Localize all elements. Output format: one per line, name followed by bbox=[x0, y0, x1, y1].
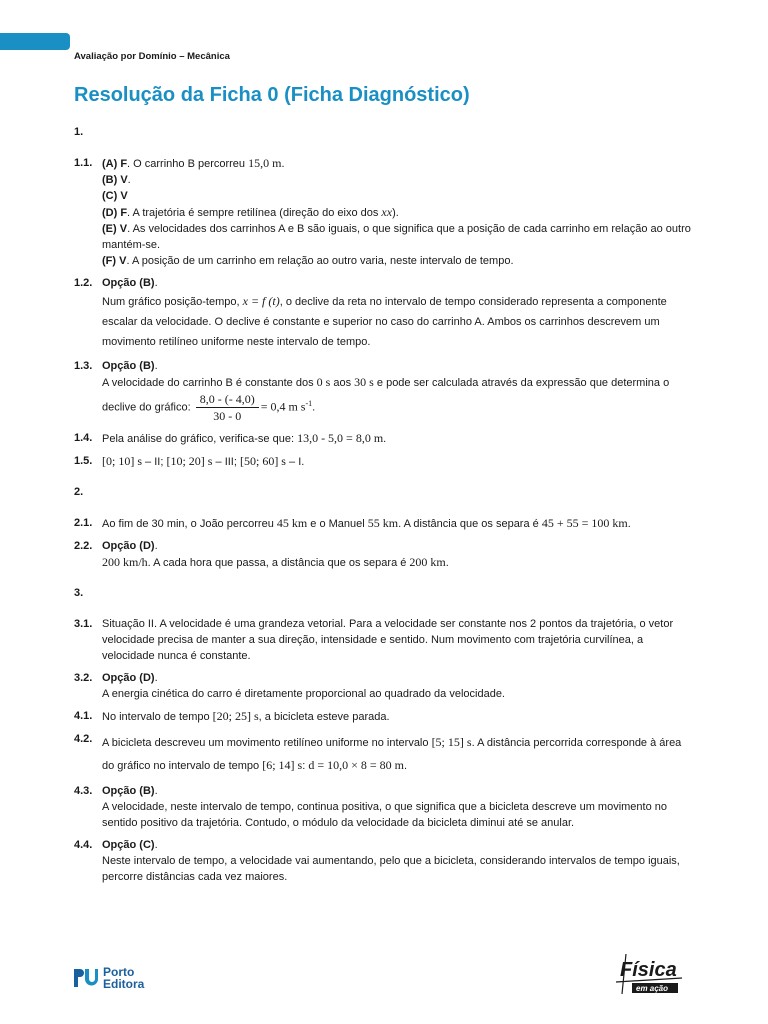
item-text: . A trajetória é sempre retilínea (direção do eixo dos bbox=[127, 207, 382, 219]
text: , o declive da reta no intervalo de tempo considerado representa a componente escalar da velocidade. O declive é constante e superior no caso do carrinho A. Ambos os carrinhos descrevem um movimento retilíneo uniforme neste intervalo de tempo. bbox=[102, 296, 667, 348]
punct: . bbox=[154, 360, 158, 372]
section-3-heading: 3. bbox=[74, 587, 84, 599]
math-expression: d = 10,0 × 8 = 80 m bbox=[308, 758, 404, 772]
answer-number: 4.1. bbox=[74, 710, 93, 722]
math-interval: [20; 25] s bbox=[212, 709, 259, 723]
math-interval: [0; 10] s bbox=[102, 454, 142, 468]
answer-number: 1.4. bbox=[74, 432, 93, 444]
math-expression: 45 + 55 = 100 km bbox=[541, 516, 628, 530]
math-value: 0 s bbox=[316, 375, 331, 389]
option-label: Opção (B) bbox=[102, 360, 155, 372]
math-expression: x = f (t) bbox=[242, 294, 280, 308]
text: , a bicicleta esteve parada. bbox=[258, 711, 390, 723]
option-label: Opção (D) bbox=[102, 672, 155, 684]
logo-text-em-acao: em ação bbox=[636, 984, 669, 993]
text: e pode ser calculada através da expressão que determina o declive do gráfico: bbox=[102, 377, 670, 414]
text: . A distância que os separa é bbox=[398, 518, 542, 530]
answer-text bbox=[102, 538, 694, 571]
math-exponent: -1 bbox=[305, 398, 313, 408]
answer-text bbox=[102, 275, 694, 352]
item-f bbox=[102, 253, 694, 269]
answer-1-5 bbox=[74, 453, 694, 470]
answer-1-3 bbox=[74, 358, 694, 424]
punct: . bbox=[154, 785, 158, 797]
answer-4-3 bbox=[74, 783, 694, 831]
text: – III; bbox=[212, 456, 240, 468]
item-label: (A) F bbox=[102, 158, 128, 170]
math-value: 45 km bbox=[276, 516, 308, 530]
punct: . bbox=[383, 433, 387, 445]
answer-text: Situação II. A velocidade é uma grandeza vetorial. Para a velocidade ser constante nos 2 pontos da trajetória, o vetor velocidade precisa de manter a sua direção, intensidade e sentido. Num movimento com trajetória curvilínea, a velocidade nunca é constante. bbox=[102, 618, 674, 662]
answer-3-1 bbox=[74, 616, 694, 664]
answer-text bbox=[102, 515, 694, 532]
text: No intervalo de tempo bbox=[102, 711, 213, 723]
text: aos bbox=[330, 377, 355, 389]
fisica-em-acao-logo bbox=[612, 952, 684, 996]
section-2-heading: 2. bbox=[74, 486, 84, 498]
item-e bbox=[102, 221, 694, 253]
text: A velocidade do carrinho B é constante dos bbox=[102, 377, 317, 389]
header-tab-decoration bbox=[0, 33, 70, 50]
text: : bbox=[302, 760, 309, 772]
answer-number: 1.2. bbox=[74, 277, 93, 289]
punct: . bbox=[154, 277, 158, 289]
punct: . bbox=[154, 540, 158, 552]
punct: . bbox=[403, 760, 408, 772]
math-expression: 13,0 - 5,0 = 8,0 m bbox=[297, 431, 384, 445]
answer-1-2 bbox=[74, 275, 694, 352]
text: Pela análise do gráfico, verifica-se que: bbox=[102, 433, 298, 445]
item-label: (C) V bbox=[102, 190, 128, 202]
math-interval: [10; 20] s bbox=[166, 454, 213, 468]
text: A velocidade, neste intervalo de tempo, continua positiva, o que significa que a bicicleta descreve um movimento no sentido positivo da trajetória. Contudo, o módulo da velocidade da bicicleta diminui até se anular. bbox=[102, 801, 667, 829]
text: Ao fim de 30 min, o João percorreu bbox=[102, 518, 277, 530]
text: . A cada hora que passa, a distância que os separa é bbox=[147, 557, 410, 569]
math-result: = 0,4 m s bbox=[260, 399, 306, 414]
math-interval: [5; 15] s bbox=[431, 735, 472, 749]
answer-number: 1.3. bbox=[74, 360, 93, 372]
item-text: . O carrinho B percorreu bbox=[127, 158, 249, 170]
text: . A distância percorrida corresponde à área do gráfico no intervalo de tempo bbox=[102, 737, 682, 772]
answer-4-4 bbox=[74, 837, 694, 885]
answer-number: 3.1. bbox=[74, 618, 93, 630]
answer-text bbox=[102, 430, 694, 447]
math-interval: [6; 14] s bbox=[262, 758, 303, 772]
text: Num gráfico posição-tempo, bbox=[102, 296, 243, 308]
answer-1-4 bbox=[74, 430, 694, 447]
answer-text bbox=[102, 155, 694, 269]
item-label: (B) V bbox=[102, 174, 128, 186]
slope-fraction bbox=[196, 391, 259, 424]
item-a bbox=[102, 155, 694, 172]
porto-editora-logo bbox=[72, 966, 144, 990]
item-text: . As velocidades dos carrinhos A e B são iguais, o que significa que a posição de cada carrinho em relação ao outro mantém-se. bbox=[102, 223, 691, 251]
punct: . bbox=[312, 401, 316, 414]
math-value: 30 s bbox=[354, 375, 374, 389]
item-text: . A posição de um carrinho em relação ao outro varia, neste intervalo de tempo. bbox=[126, 255, 514, 267]
punct: . bbox=[154, 672, 158, 684]
answer-number: 4.4. bbox=[74, 839, 93, 851]
text: A bicicleta descreveu um movimento retilíneo uniforme no intervalo bbox=[102, 737, 432, 749]
math-value: 15,0 m bbox=[248, 156, 282, 170]
option-label: Opção (C) bbox=[102, 839, 155, 851]
answer-number: 3.2. bbox=[74, 672, 93, 684]
text: A energia cinética do carro é diretamente proporcional ao quadrado da velocidade. bbox=[102, 688, 505, 700]
math-interval: [50; 60] s bbox=[239, 454, 286, 468]
page-title: Resolução da Ficha 0 (Ficha Diagnóstico) bbox=[74, 84, 470, 106]
answer-text bbox=[102, 358, 694, 424]
text: e o Manuel bbox=[307, 518, 368, 530]
answer-text bbox=[102, 783, 694, 831]
running-header: Avaliação por Domínio – Mecânica bbox=[74, 51, 230, 62]
option-label: Opção (D) bbox=[102, 540, 155, 552]
option-label: Opção (B) bbox=[102, 785, 155, 797]
fraction-numerator: 8,0 - (- 4,0) bbox=[196, 391, 259, 408]
answer-4-1 bbox=[74, 708, 694, 725]
answer-number: 1.5. bbox=[74, 455, 93, 467]
publisher-name-line1: Porto bbox=[103, 965, 135, 979]
punct: . bbox=[627, 518, 631, 530]
answer-number: 2.2. bbox=[74, 540, 93, 552]
logo-text-fisica: Física bbox=[620, 959, 677, 981]
publisher-name-line2: Editora bbox=[103, 977, 145, 991]
item-c bbox=[102, 188, 694, 204]
punct: . bbox=[127, 174, 131, 186]
answer-number: 4.2. bbox=[74, 733, 93, 745]
answer-2-2 bbox=[74, 538, 694, 571]
punct: . bbox=[281, 158, 285, 170]
porto-editora-wordmark bbox=[103, 966, 144, 990]
answer-1-1 bbox=[74, 155, 694, 269]
punct: ). bbox=[392, 207, 399, 219]
answer-4-2 bbox=[74, 731, 694, 777]
text: – II; bbox=[142, 456, 167, 468]
answer-number: 2.1. bbox=[74, 517, 93, 529]
punct: . bbox=[154, 839, 158, 851]
math-var: xx bbox=[381, 205, 393, 219]
answer-text bbox=[102, 708, 694, 725]
text: – I. bbox=[285, 456, 305, 468]
answer-text bbox=[102, 731, 694, 777]
item-label: (D) F bbox=[102, 207, 128, 219]
answer-number: 4.3. bbox=[74, 785, 93, 797]
item-label: (F) V bbox=[102, 255, 127, 267]
answer-number: 1.1. bbox=[74, 157, 93, 169]
section-1-heading: 1. bbox=[74, 126, 84, 138]
text: Neste intervalo de tempo, a velocidade vai aumentando, pelo que a bicicleta, considerando intervalos de tempo iguais, percorre distâncias cada vez maiores. bbox=[102, 855, 680, 883]
answer-text bbox=[102, 670, 694, 702]
fraction-denominator: 30 - 0 bbox=[213, 409, 242, 423]
answer-text bbox=[102, 453, 694, 470]
item-d bbox=[102, 204, 694, 221]
option-label: Opção (B) bbox=[102, 277, 155, 289]
math-value: 200 km bbox=[409, 555, 446, 569]
document-body bbox=[74, 124, 694, 891]
item-b bbox=[102, 172, 694, 188]
math-value: 55 km bbox=[367, 516, 399, 530]
answer-2-1 bbox=[74, 515, 694, 532]
porto-editora-mark-icon bbox=[72, 967, 98, 989]
math-value: 200 km/h bbox=[102, 555, 148, 569]
answer-text bbox=[102, 837, 694, 885]
answer-3-2 bbox=[74, 670, 694, 702]
punct: . bbox=[445, 557, 449, 569]
item-label: (E) V bbox=[102, 223, 128, 235]
